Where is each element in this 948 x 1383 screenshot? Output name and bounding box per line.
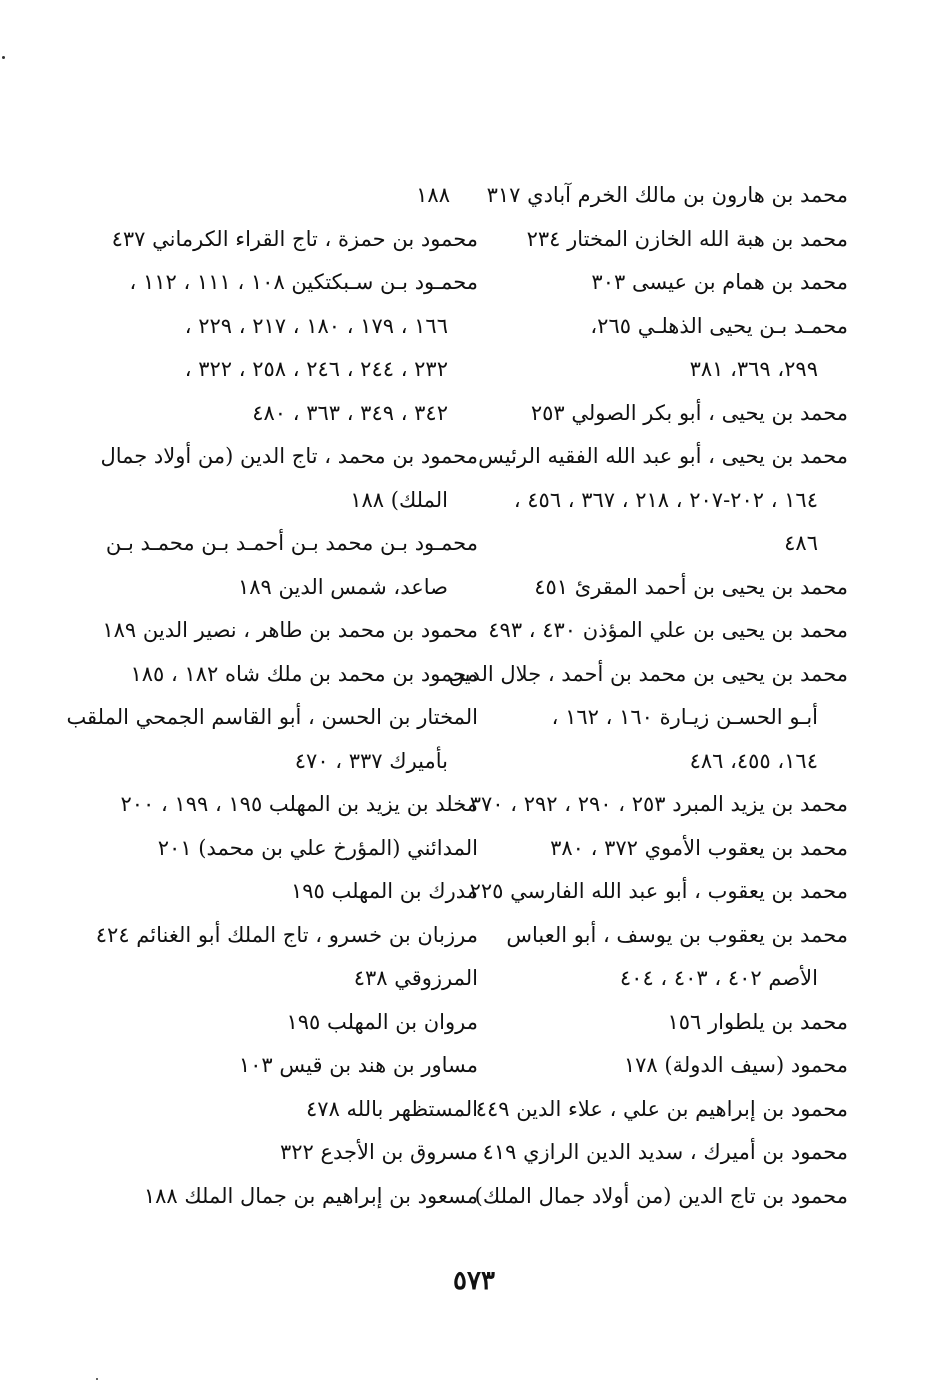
index-entry: مدرك بن المهلب ١٩٥ — [290, 879, 478, 903]
index-entry-continuation: ١٦٤ ، ٢٠٢-٢٠٧ ، ٢١٨ ، ٣٦٧ ، ٤٥٦ ، — [513, 487, 818, 512]
index-entry: محمد بن يحيى ، أبو عبد الله الفقيه الرئيس — [478, 444, 848, 468]
index-entry-continuation: الملك) ١٨٨ — [350, 487, 448, 512]
index-entry: المدائني (المؤرخ علي بن محمد) ٢٠١ — [157, 835, 478, 860]
index-entry: محمد بن هارون بن مالك الخرم آبادي ٣١٧ — [486, 183, 848, 207]
index-entry: محمد بن يعقوب ، أبو عبد الله الفارسي ٢٢٥ — [469, 879, 848, 903]
index-entry: مساور بن هند بن قيس ١٠٣ — [238, 1053, 478, 1077]
index-entry: محمود بن إبراهيم بن علي ، علاء الدين ٤٤٩ — [475, 1096, 848, 1121]
index-entry-continuation: ٣٤٢ ، ٣٤٩ ، ٣٦٣ ، ٤٨٠ — [252, 400, 448, 425]
index-entry-continuation: ٤٨٦ — [784, 531, 818, 555]
index-entry: محمود (سيف الدولة) ١٧٨ — [623, 1053, 848, 1077]
index-entry: محمد بن هبة الله الخازن المختار ٢٣٤ — [526, 226, 848, 251]
index-entry: محمود بن أميرك ، سديد الدين الرازي ٤١٩ — [482, 1140, 848, 1164]
index-entry: مروان بن المهلب ١٩٥ — [286, 1009, 478, 1034]
index-entry-continuation: ١٦٦ ، ١٧٩ ، ١٨٠ ، ٢١٧ ، ٢٢٩ ، — [184, 313, 448, 338]
index-entry: المستظهر بالله ٤٧٨ — [306, 1096, 478, 1121]
index-entry-continuation: ١٦٤، ٤٥٥، ٤٨٦ — [689, 748, 818, 773]
index-entry-continuation: الأصم ٤٠٢ ، ٤٠٣ ، ٤٠٤ — [619, 966, 818, 990]
index-entry-continuation: ٢٣٢ ، ٢٤٤ ، ٢٤٦ ، ٢٥٨ ، ٣٢٢ ، — [184, 357, 448, 381]
scan-speck — [2, 56, 5, 59]
index-entry: محمد بن يحيى ، أبو بكر الصولي ٢٥٣ — [530, 400, 848, 425]
index-entry: محمود بن محمد بن ملك شاه ١٨٢ ، ١٨٥ — [130, 661, 478, 686]
index-entry-continuation: ١٨٨ — [416, 183, 450, 207]
index-entry: محمد بن يحيى بن أحمد المقرئ ٤٥١ — [534, 574, 848, 599]
scan-speck — [96, 1378, 98, 1380]
index-entry: محمـد بـن يحيى الذهلـي ٢٦٥، — [590, 313, 848, 338]
index-entry: محمد بن يحيى بن محمد بن أحمد ، جلال الدين — [448, 661, 848, 686]
index-entry: محمد بن يزيد المبرد ٢٥٣ ، ٢٩٠ ، ٢٩٢ ، ٣٧٠ — [469, 792, 848, 816]
index-entry: محمد بن همام بن عيسى ٣٠٣ — [591, 270, 848, 294]
index-entry: محمد بن يلطوار ١٥٦ — [667, 1009, 848, 1034]
index-entry: مسعود بن إبراهيم بن جمال الملك ١٨٨ — [143, 1183, 478, 1208]
index-entry-continuation: بأميرك ٣٣٧ ، ٤٧٠ — [294, 748, 448, 773]
index-entry: المختار بن الحسن ، أبو القاسم الجمحي الملقب — [66, 705, 478, 729]
index-entry: محمود بن محمد بن طاهر ، نصير الدين ١٨٩ — [102, 618, 478, 642]
index-entry: المرزوقي ٤٣٨ — [353, 966, 478, 990]
index-column-right — [448, 174, 848, 1218]
index-entry: مرزبان بن خسرو ، تاج الملك أبو الغنائم ٤٢٤ — [95, 922, 478, 947]
index-entry: محمد بن يحيى بن علي المؤذن ٤٣٠ ، ٤٩٣ — [488, 618, 848, 642]
index-entry-continuation: أبـو الحسـن زيـارة ١٦٠ ، ١٦٢ ، — [551, 705, 818, 729]
index-column-left — [66, 174, 478, 1218]
index-entry: محمود بن تاج الدين (من أولاد جمال الملك) — [474, 1183, 848, 1208]
index-entry: مخلد بن يزيد بن المهلب ١٩٥ ، ١٩٩ ، ٢٠٠ — [120, 792, 478, 816]
index-entry-continuation: ٢٩٩، ٣٦٩، ٣٨١ — [689, 357, 818, 381]
index-entry: مسروق بن الأجدع ٣٢٢ — [279, 1140, 478, 1164]
index-entry: محمد بن يعقوب الأموي ٣٧٢ ، ٣٨٠ — [550, 835, 848, 860]
index-entry: محمود بن حمزة ، تاج القراء الكرماني ٤٣٧ — [111, 226, 478, 251]
index-entry: محمـود بـن سـبكتكين ١٠٨ ، ١١١ ، ١١٢ ، — [129, 270, 478, 294]
page-number: ٥٧٣ — [453, 1266, 495, 1296]
index-entry-continuation: صاعد، شمس الدين ١٨٩ — [237, 574, 448, 599]
index-entry: محمود بن محمد ، تاج الدين (من أولاد جمال — [100, 444, 478, 468]
index-entry: محمد بن يعقوب بن يوسف ، أبو العباس — [506, 922, 848, 947]
index-entry: محمـود بـن محمد بـن أحمـد بـن محمـد بـن — [105, 531, 478, 555]
